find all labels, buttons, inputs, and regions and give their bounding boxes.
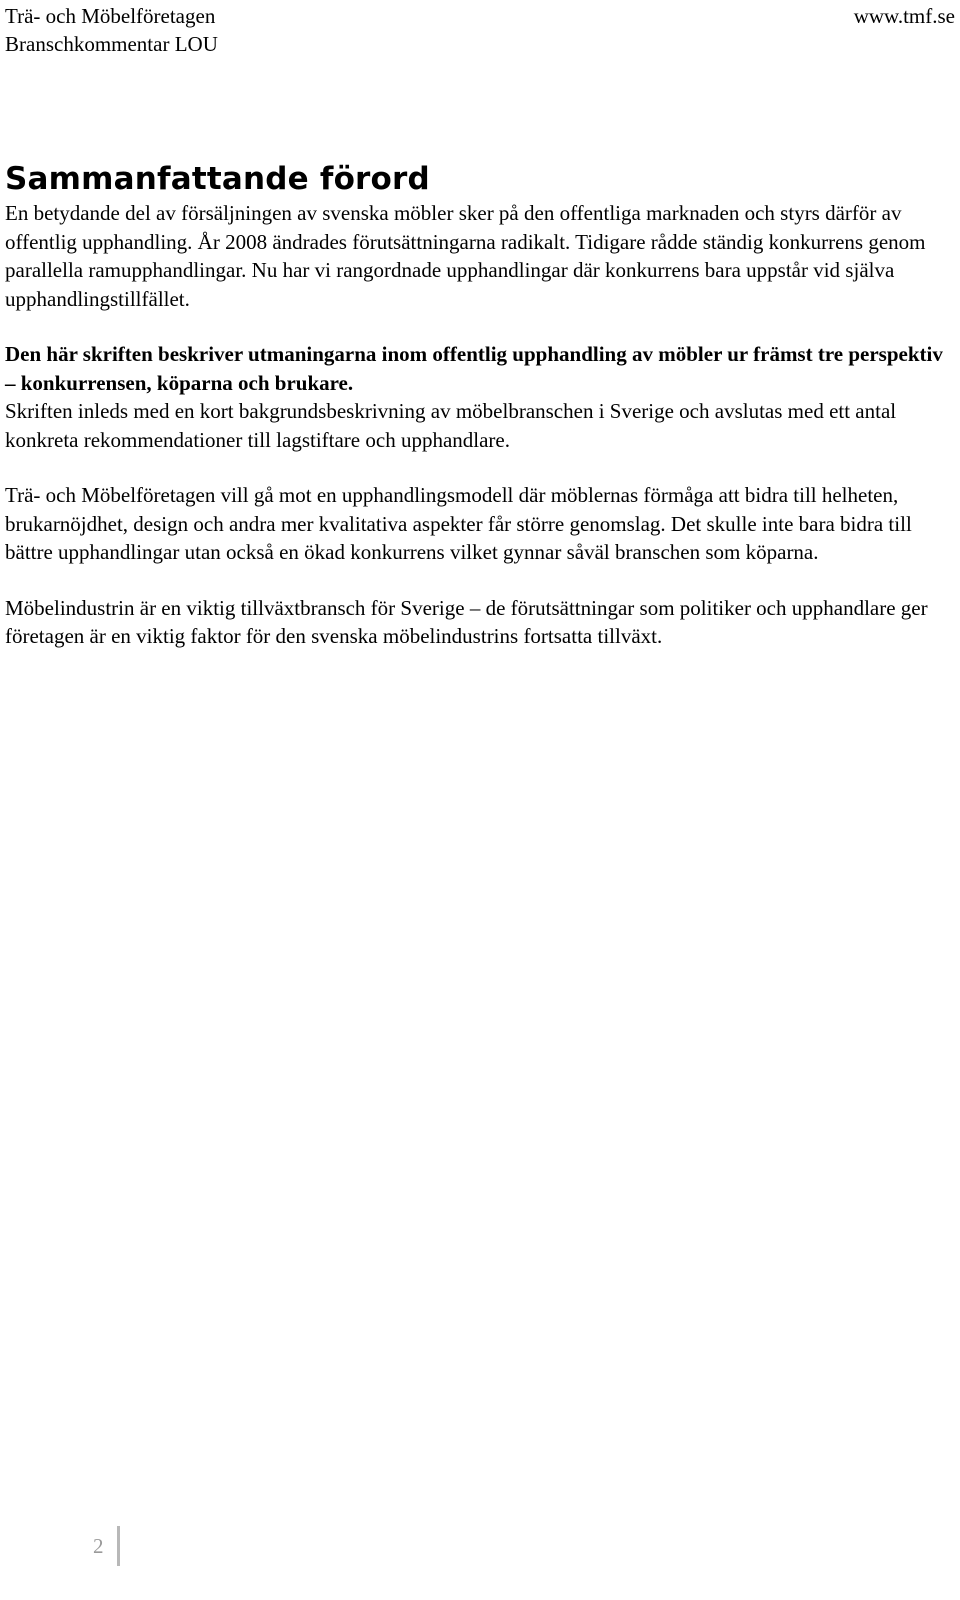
section-title: Sammanfattande förord <box>5 161 430 197</box>
paragraph-scope <box>5 340 945 454</box>
paragraph-scope-rest: Skriften inleds med en kort bakgrundsbeskrivning av möbelbranschen i Sverige och avslutas med ett antal konkreta rekommendationer till lagstiftare och upphandlare. <box>5 399 897 452</box>
header-document-name: Branschkommentar LOU <box>5 32 218 56</box>
page-number: 2 <box>93 1534 104 1558</box>
paragraph-scope-bold: Den här skriften beskriver utmaningarna inom offentlig upphandling av möbler ur främst tre perspektiv – konkurrensen, köparna och brukare. <box>5 342 943 395</box>
page-header-left <box>5 2 218 58</box>
page-footer <box>93 1526 120 1566</box>
header-organization: Trä- och Möbelföretagen <box>5 4 216 28</box>
paragraph-conclusion: Möbelindustrin är en viktig tillväxtbransch för Sverige – de förutsättningar som politiker och upphandlare ger företagen är en viktig faktor för den svenska möbelindustrins fortsatta tillväxt. <box>5 595 928 648</box>
paragraph-intro: En betydande del av försäljningen av svenska möbler sker på den offentliga marknaden och styrs därför av offentlig upphandling. År 2008 ändrades förutsättningarna radikalt. Tidigare rådde ständig konkurrens genom parallella ramupphandlingar. Nu har vi rangordnade upphandlingar där konkurrens bara uppstår vid själva upphandlingstillfället. <box>5 201 926 311</box>
section-content <box>5 160 945 678</box>
footer-divider <box>117 1526 120 1566</box>
page-header-right <box>854 2 955 30</box>
paragraph-goal: Trä- och Möbelföretagen vill gå mot en upphandlingsmodell där möblernas förmåga att bidra till helheten, brukarnöjdhet, design och andra mer kvalitativa aspekter får större genomslag. Det skulle inte bara bidra till bättre upphandlingar utan också en ökad konkurrens vilket gynnar såväl branschen som köparna. <box>5 483 912 564</box>
header-website: www.tmf.se <box>853 4 955 28</box>
